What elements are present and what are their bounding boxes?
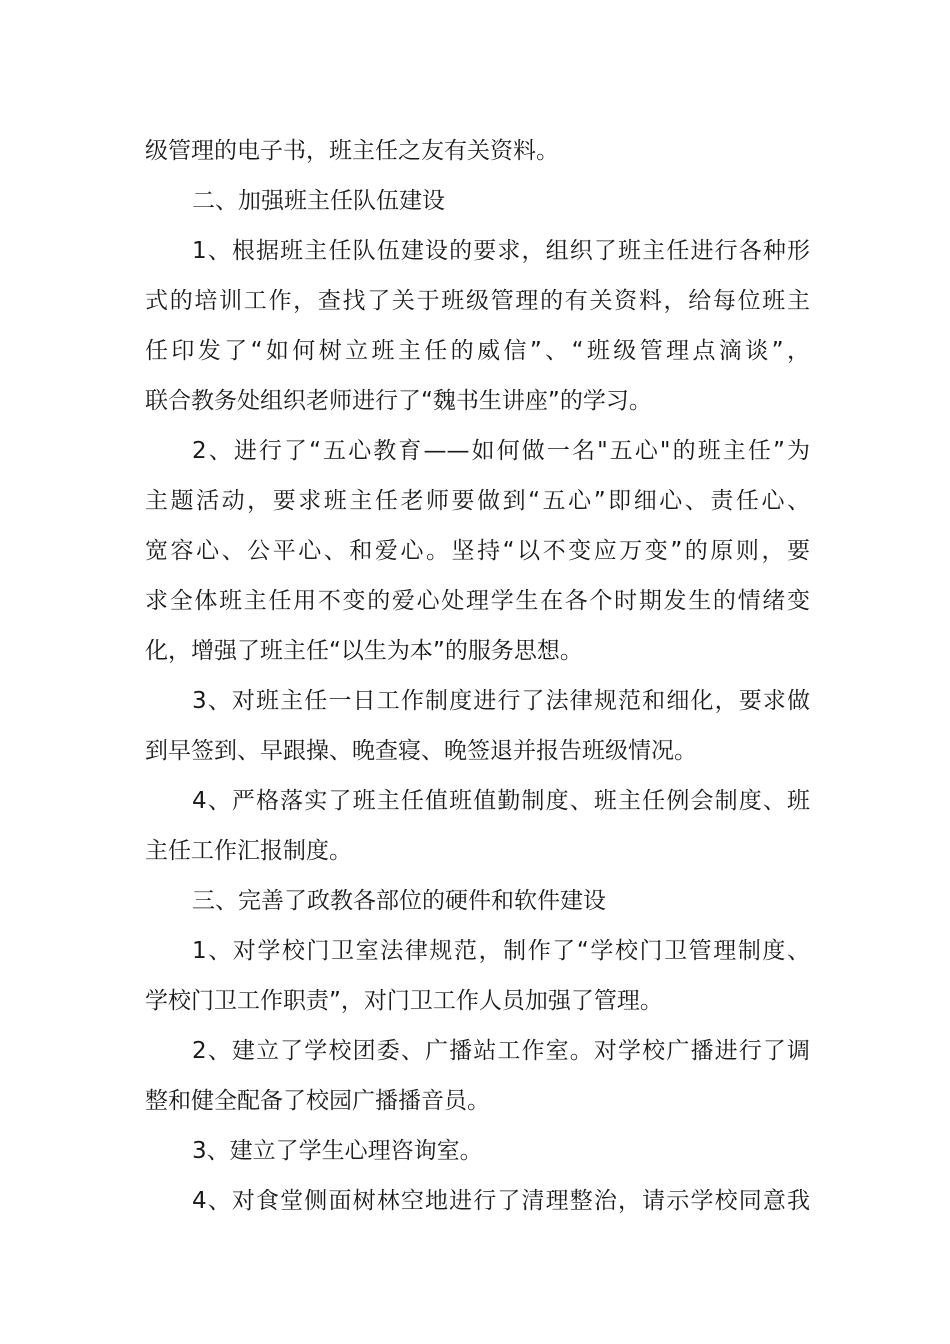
text-line: 学校门卫工作职责”，对门卫工作人员加强了管理。 [145, 988, 663, 1014]
text-line: 1、对学校门卫室法律规范，制作了“学校门卫管理制度、 [192, 938, 810, 964]
section-heading: 二、加强班主任队伍建设 [192, 188, 445, 214]
text-line: 1、根据班主任队伍建设的要求，组织了班主任进行各种形 [192, 238, 810, 264]
text-line: 3、对班主任一日工作制度进行了法律规范和细化，要求做 [192, 688, 810, 714]
text-line: 化，增强了班主任“以生为本”的服务思想。 [145, 638, 583, 664]
text-line: 式的培训工作，查找了关于班级管理的有关资料，给每位班主 [145, 288, 810, 314]
text-line: 2、建立了学校团委、广播站工作室。对学校广播进行了调 [192, 1038, 810, 1064]
text-line: 4、对食堂侧面树林空地进行了清理整治，请示学校同意我 [192, 1188, 810, 1214]
text-line: 任印发了“如何树立班主任的威信”、“班级管理点滴谈”， [145, 338, 810, 364]
text-line: 主题活动，要求班主任老师要做到“五心”即细心、责任心、 [145, 488, 810, 514]
text-line: 4、严格落实了班主任值班值勤制度、班主任例会制度、班 [192, 788, 810, 814]
text-line: 主任工作汇报制度。 [145, 838, 352, 864]
text-line: 级管理的电子书，班主任之友有关资料。 [145, 138, 559, 164]
text-line: 到早签到、早跟操、晚查寝、晚签退并报告班级情况。 [145, 738, 697, 764]
text-line: 整和健全配备了校园广播播音员。 [145, 1088, 490, 1114]
text-line: 求全体班主任用不变的爱心处理学生在各个时期发生的情绪变 [145, 588, 810, 614]
text-line: 联合教务处组织老师进行了“魏书生讲座”的学习。 [145, 388, 652, 414]
text-line: 2、进行了“五心教育——如何做一名"五心"的班主任”为 [192, 438, 810, 464]
text-line: 宽容心、公平心、和爱心。坚持“以不变应万变”的原则，要 [145, 538, 810, 564]
section-heading: 三、完善了政教各部位的硬件和软件建设 [192, 888, 606, 914]
text-line: 3、建立了学生心理咨询室。 [192, 1138, 483, 1164]
